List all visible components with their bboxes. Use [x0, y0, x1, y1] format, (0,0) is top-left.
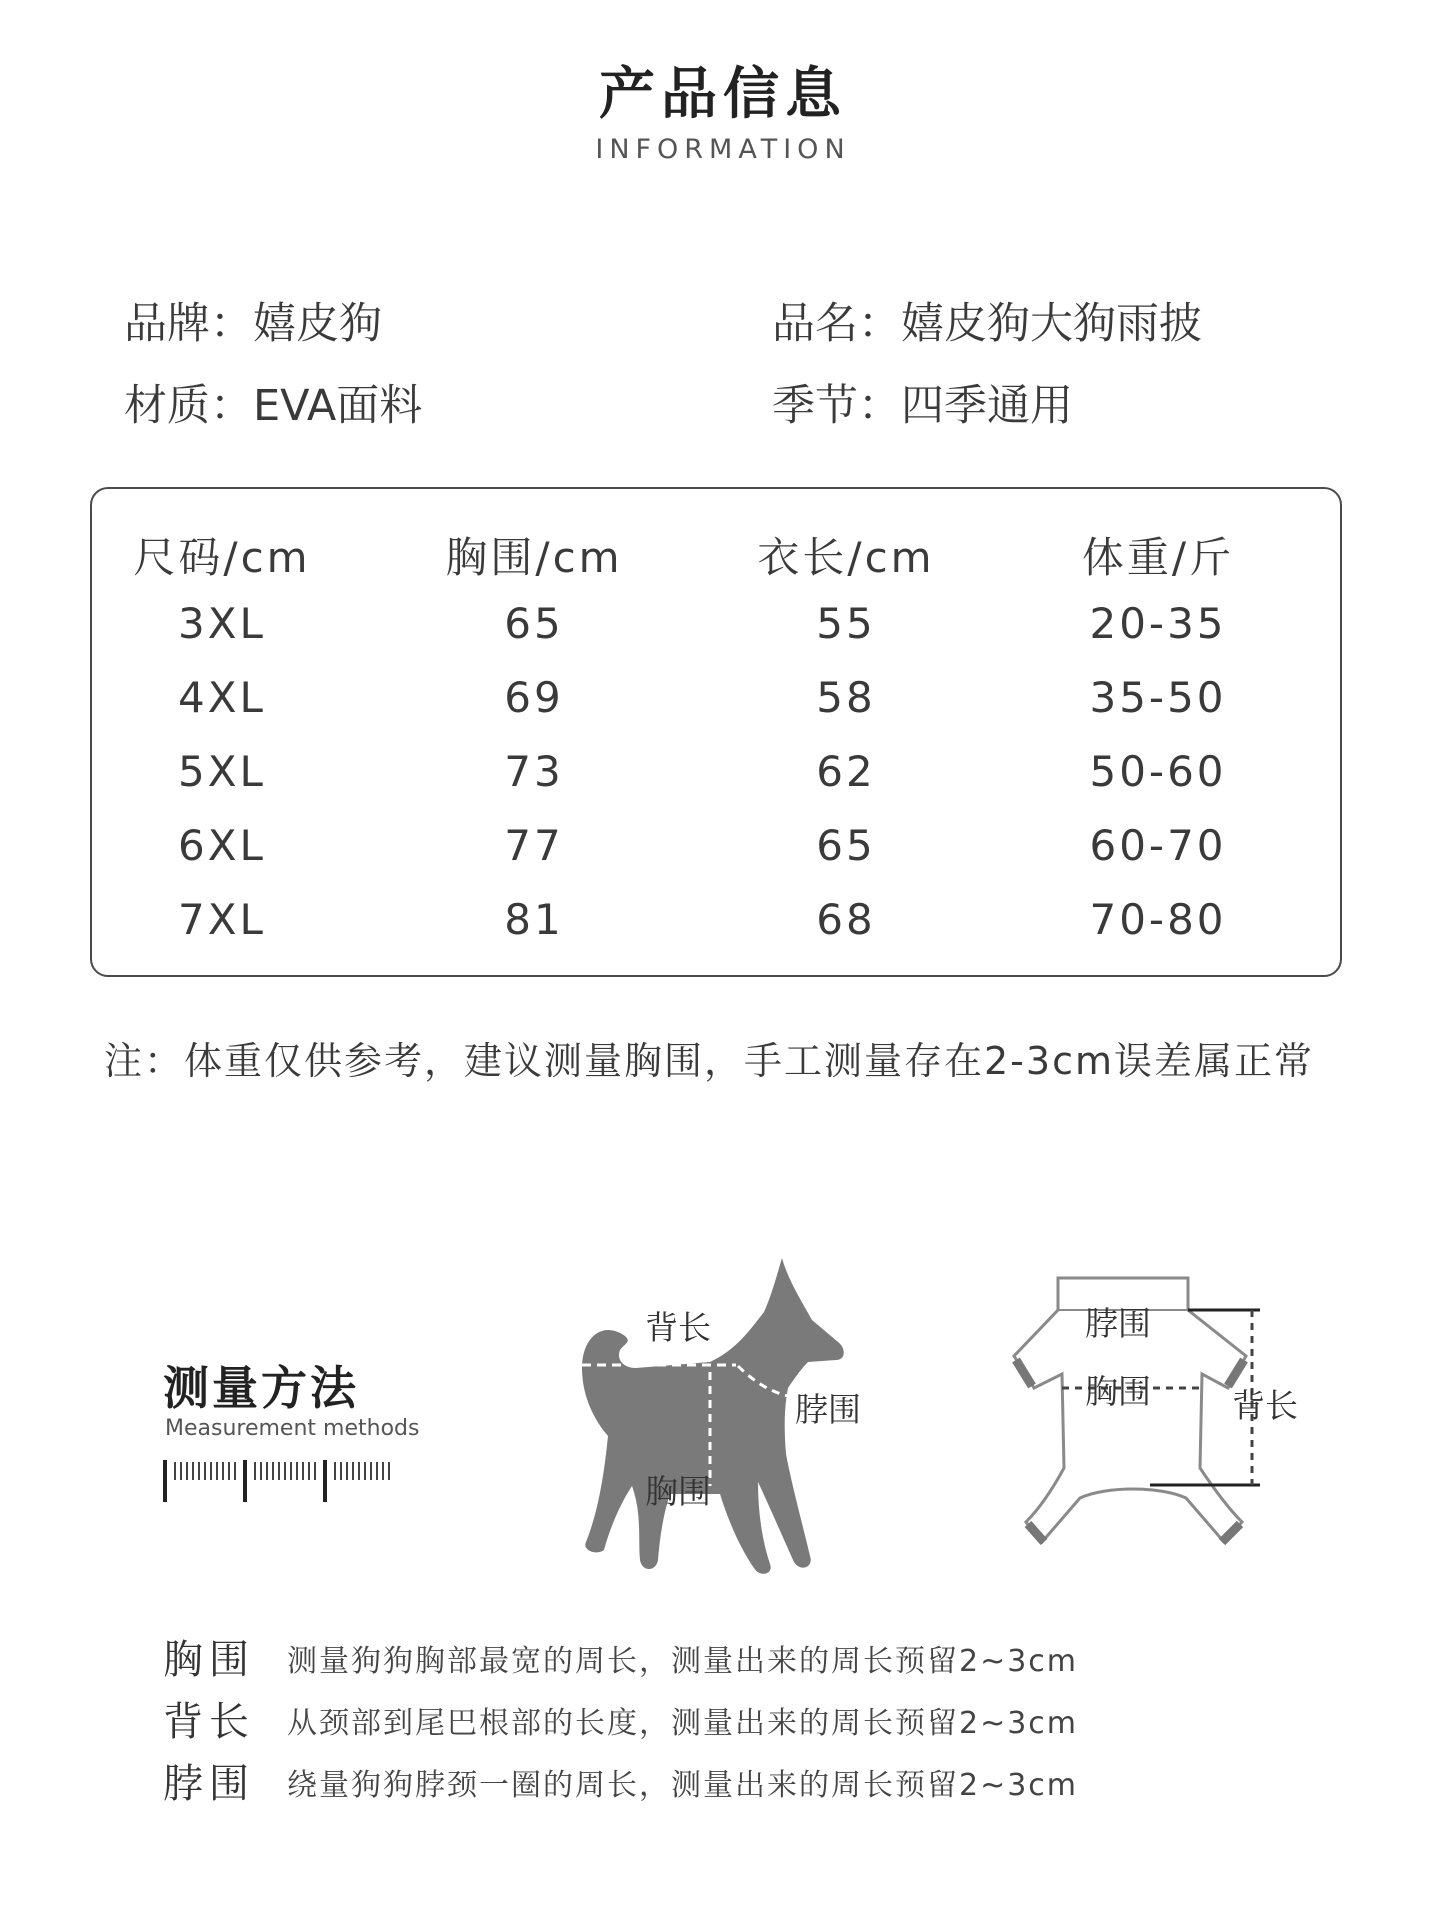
table-header-cell: 衣长/cm	[757, 533, 935, 582]
definition-text: 从颈部到尾巴根部的长度，测量出来的周长预留2~3cm	[287, 1706, 1079, 1741]
product-name-label: 品名：	[772, 299, 901, 349]
garment-chest-label: 胸围	[1085, 1372, 1151, 1411]
dog-chest-label: 胸围	[645, 1472, 711, 1511]
table-cell: 4XL	[178, 673, 266, 722]
table-cell: 69	[504, 673, 564, 722]
garment-neck-label: 脖围	[1085, 1304, 1151, 1343]
size-note: 注：体重仅供参考，建议测量胸围，手工测量存在2-3cm误差属正常	[104, 1039, 1314, 1083]
table-header-cell: 尺码/cm	[133, 533, 311, 582]
table-cell: 20-35	[1089, 599, 1227, 648]
table-cell: 68	[816, 895, 876, 944]
dog-back-label: 背长	[645, 1308, 711, 1347]
brand-label: 品牌：	[124, 299, 253, 349]
material-line	[124, 372, 422, 433]
brand-line	[124, 290, 382, 351]
table-cell: 70-80	[1089, 895, 1227, 944]
table-cell: 62	[816, 747, 876, 796]
season-line	[772, 372, 1073, 433]
page-subtitle: INFORMATION	[595, 134, 851, 165]
product-name-value: 嬉皮狗大狗雨披	[901, 299, 1202, 349]
definition-text: 绕量狗狗脖颈一圈的周长，测量出来的周长预留2~3cm	[287, 1768, 1079, 1803]
table-cell: 7XL	[178, 895, 266, 944]
table-cell: 58	[816, 673, 876, 722]
method-subtitle: Measurement methods	[165, 1416, 420, 1441]
season-value: 四季通用	[901, 381, 1073, 431]
table-cell: 65	[816, 821, 876, 870]
material-label: 材质：	[124, 381, 253, 431]
garment-back-label: 背长	[1232, 1386, 1298, 1425]
definition-text: 测量狗狗胸部最宽的周长，测量出来的周长预留2~3cm	[287, 1644, 1079, 1679]
season-label: 季节：	[772, 381, 901, 431]
method-title: 测量方法	[163, 1361, 359, 1415]
table-cell: 81	[504, 895, 564, 944]
table-cell: 65	[504, 599, 564, 648]
table-cell: 3XL	[178, 599, 266, 648]
table-cell: 55	[816, 599, 876, 648]
ruler-icon	[163, 1458, 403, 1508]
product-name-line	[772, 290, 1202, 351]
table-cell: 77	[504, 821, 564, 870]
brand-value: 嬉皮狗	[253, 299, 382, 349]
definition-term: 胸围	[163, 1637, 255, 1683]
material-value: EVA面料	[253, 381, 423, 431]
definition-term: 背长	[163, 1699, 255, 1745]
table-cell: 50-60	[1089, 747, 1227, 796]
table-header-cell: 胸围/cm	[445, 533, 623, 582]
table-cell: 73	[504, 747, 564, 796]
dog-neck-label: 脖围	[795, 1390, 861, 1429]
size-table	[90, 487, 1342, 977]
table-header-cell: 体重/斤	[1081, 533, 1235, 582]
table-cell: 6XL	[178, 821, 266, 870]
table-cell: 5XL	[178, 747, 266, 796]
table-cell: 35-50	[1089, 673, 1227, 722]
table-cell: 60-70	[1089, 821, 1227, 870]
definition-term: 脖围	[163, 1761, 255, 1807]
page-title: 产品信息	[599, 62, 847, 127]
